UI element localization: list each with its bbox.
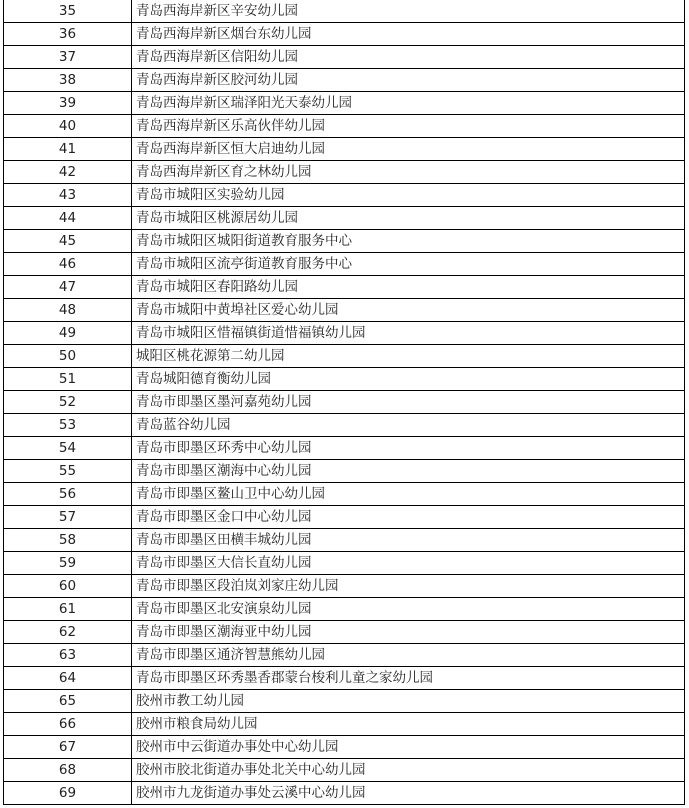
table-row xyxy=(4,598,685,621)
row-number-cell: 38 xyxy=(4,69,132,92)
kindergarten-name-cell: 青岛西海岸新区乐高伙伴幼儿园 xyxy=(132,115,685,138)
table-row xyxy=(4,460,685,483)
row-number-cell: 45 xyxy=(4,230,132,253)
table-row xyxy=(4,506,685,529)
kindergarten-name-cell: 青岛市即墨区环秀墨香郡蒙台梭利儿童之家幼儿园 xyxy=(132,667,685,690)
table-row xyxy=(4,483,685,506)
row-number-cell: 52 xyxy=(4,391,132,414)
kindergarten-name-cell: 青岛市即墨区田横丰城幼儿园 xyxy=(132,529,685,552)
kindergarten-name-cell: 胶州市九龙街道办事处云溪中心幼儿园 xyxy=(132,782,685,805)
kindergarten-name-cell: 青岛市城阳中黄埠社区爱心幼儿园 xyxy=(132,299,685,322)
table-row xyxy=(4,782,685,805)
kindergarten-name-cell: 青岛城阳德育衡幼儿园 xyxy=(132,368,685,391)
kindergarten-name-cell: 青岛市城阳区春阳路幼儿园 xyxy=(132,276,685,299)
kindergarten-name-cell: 青岛市即墨区北安演泉幼儿园 xyxy=(132,598,685,621)
kindergarten-table xyxy=(3,0,685,805)
kindergarten-name-cell: 青岛西海岸新区信阳幼儿园 xyxy=(132,46,685,69)
kindergarten-name-cell: 青岛西海岸新区瑞泽阳光天泰幼儿园 xyxy=(132,92,685,115)
kindergarten-name-cell: 青岛市即墨区潮海中心幼儿园 xyxy=(132,460,685,483)
row-number-cell: 42 xyxy=(4,161,132,184)
table-row xyxy=(4,713,685,736)
row-number-cell: 67 xyxy=(4,736,132,759)
table-row xyxy=(4,184,685,207)
row-number-cell: 61 xyxy=(4,598,132,621)
kindergarten-name-cell: 青岛西海岸新区胶河幼儿园 xyxy=(132,69,685,92)
table-body xyxy=(4,0,685,805)
kindergarten-name-cell: 城阳区桃花源第二幼儿园 xyxy=(132,345,685,368)
table-row xyxy=(4,115,685,138)
row-number-cell: 63 xyxy=(4,644,132,667)
table-row xyxy=(4,644,685,667)
kindergarten-name-cell: 青岛蓝谷幼儿园 xyxy=(132,414,685,437)
kindergarten-name-cell: 胶州市粮食局幼儿园 xyxy=(132,713,685,736)
table-row xyxy=(4,161,685,184)
row-number-cell: 54 xyxy=(4,437,132,460)
row-number-cell: 53 xyxy=(4,414,132,437)
kindergarten-name-cell: 青岛市即墨区通济智慧熊幼儿园 xyxy=(132,644,685,667)
row-number-cell: 51 xyxy=(4,368,132,391)
row-number-cell: 55 xyxy=(4,460,132,483)
kindergarten-name-cell: 青岛市即墨区段泊岚刘家庄幼儿园 xyxy=(132,575,685,598)
row-number-cell: 66 xyxy=(4,713,132,736)
table-row xyxy=(4,529,685,552)
table-row xyxy=(4,575,685,598)
kindergarten-name-cell: 青岛西海岸新区烟台东幼儿园 xyxy=(132,23,685,46)
table-row xyxy=(4,92,685,115)
row-number-cell: 68 xyxy=(4,759,132,782)
kindergarten-name-cell: 青岛市即墨区大信长直幼儿园 xyxy=(132,552,685,575)
row-number-cell: 47 xyxy=(4,276,132,299)
table-row xyxy=(4,23,685,46)
row-number-cell: 46 xyxy=(4,253,132,276)
row-number-cell: 60 xyxy=(4,575,132,598)
row-number-cell: 35 xyxy=(4,0,132,23)
table-row xyxy=(4,414,685,437)
kindergarten-name-cell: 青岛市城阳区流亭街道教育服务中心 xyxy=(132,253,685,276)
kindergarten-name-cell: 青岛市即墨区环秀中心幼儿园 xyxy=(132,437,685,460)
kindergarten-name-cell: 青岛市即墨区金口中心幼儿园 xyxy=(132,506,685,529)
kindergarten-name-cell: 胶州市教工幼儿园 xyxy=(132,690,685,713)
table-row xyxy=(4,207,685,230)
table-row xyxy=(4,0,685,23)
row-number-cell: 56 xyxy=(4,483,132,506)
kindergarten-name-cell: 青岛西海岸新区辛安幼儿园 xyxy=(132,0,685,23)
row-number-cell: 37 xyxy=(4,46,132,69)
table-row xyxy=(4,253,685,276)
row-number-cell: 69 xyxy=(4,782,132,805)
table-row xyxy=(4,759,685,782)
table-row xyxy=(4,299,685,322)
table-row xyxy=(4,69,685,92)
table-row xyxy=(4,736,685,759)
row-number-cell: 36 xyxy=(4,23,132,46)
table-row xyxy=(4,46,685,69)
table-row xyxy=(4,621,685,644)
table-row xyxy=(4,552,685,575)
kindergarten-name-cell: 青岛市即墨区鳌山卫中心幼儿园 xyxy=(132,483,685,506)
table-row xyxy=(4,230,685,253)
kindergarten-name-cell: 青岛西海岸新区恒大启迪幼儿园 xyxy=(132,138,685,161)
row-number-cell: 39 xyxy=(4,92,132,115)
row-number-cell: 64 xyxy=(4,667,132,690)
row-number-cell: 58 xyxy=(4,529,132,552)
row-number-cell: 43 xyxy=(4,184,132,207)
kindergarten-name-cell: 青岛市城阳区城阳街道教育服务中心 xyxy=(132,230,685,253)
row-number-cell: 65 xyxy=(4,690,132,713)
table-row xyxy=(4,138,685,161)
kindergarten-name-cell: 青岛市城阳区惜福镇街道惜福镇幼儿园 xyxy=(132,322,685,345)
kindergarten-name-cell: 青岛市即墨区潮海亚中幼儿园 xyxy=(132,621,685,644)
table-row xyxy=(4,276,685,299)
table-row xyxy=(4,368,685,391)
table-row xyxy=(4,345,685,368)
kindergarten-name-cell: 青岛市即墨区墨河嘉苑幼儿园 xyxy=(132,391,685,414)
row-number-cell: 62 xyxy=(4,621,132,644)
table-row xyxy=(4,391,685,414)
kindergarten-name-cell: 胶州市胶北街道办事处北关中心幼儿园 xyxy=(132,759,685,782)
row-number-cell: 44 xyxy=(4,207,132,230)
kindergarten-name-cell: 胶州市中云街道办事处中心幼儿园 xyxy=(132,736,685,759)
row-number-cell: 41 xyxy=(4,138,132,161)
kindergarten-name-cell: 青岛市城阳区实验幼儿园 xyxy=(132,184,685,207)
table-row xyxy=(4,690,685,713)
row-number-cell: 48 xyxy=(4,299,132,322)
table-row xyxy=(4,437,685,460)
kindergarten-name-cell: 青岛市城阳区桃源居幼儿园 xyxy=(132,207,685,230)
row-number-cell: 57 xyxy=(4,506,132,529)
table-row xyxy=(4,322,685,345)
row-number-cell: 49 xyxy=(4,322,132,345)
row-number-cell: 50 xyxy=(4,345,132,368)
kindergarten-name-cell: 青岛西海岸新区育之林幼儿园 xyxy=(132,161,685,184)
row-number-cell: 40 xyxy=(4,115,132,138)
row-number-cell: 59 xyxy=(4,552,132,575)
table-row xyxy=(4,667,685,690)
